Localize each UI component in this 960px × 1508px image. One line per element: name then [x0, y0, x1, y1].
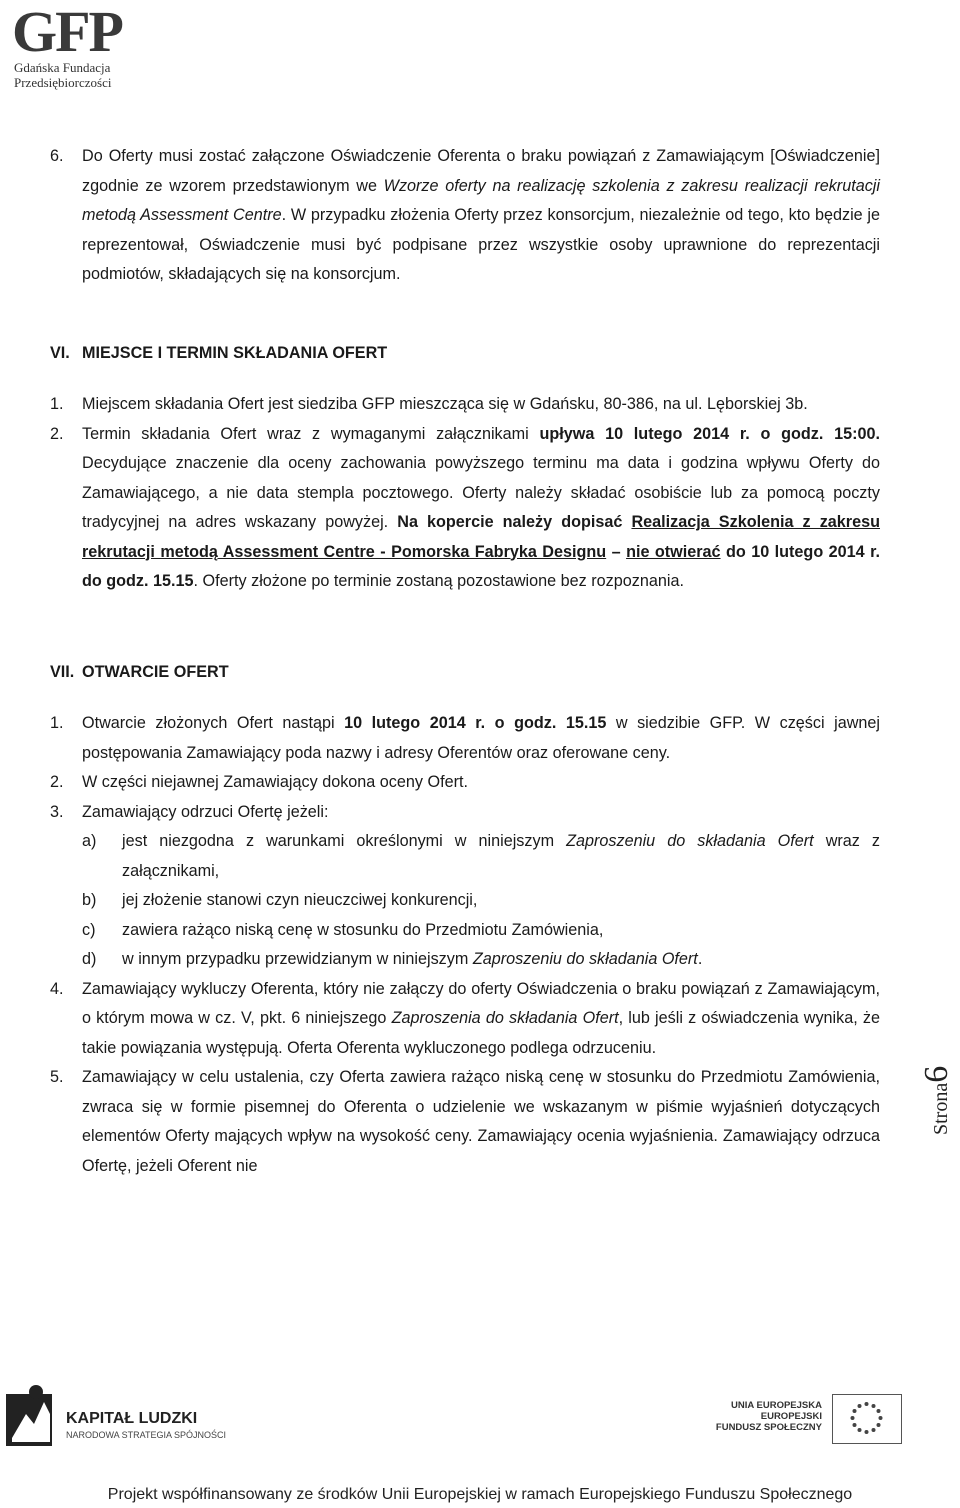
sub-list-text: jej złożenie stanowi czyn nieuczciwej konkurencji, — [122, 891, 478, 909]
list-item — [50, 390, 880, 420]
item6-text-2: . W przypadku złożenia Oferty przez konsorcjum, niezależnie od tego, kto będzie je reprezentował, Oświadczenie musi być podpisane przez wszystkie osoby uprawnione do reprezentacji podmiotów, składających się na konsorcjum. — [82, 206, 881, 283]
page-number: 6 — [918, 1065, 955, 1083]
list-item — [50, 420, 880, 597]
kapital-ludzki-title: KAPITAŁ LUDZKI — [66, 1410, 198, 1427]
list-text: Zamawiający wykluczy Oferenta, który nie załączy do oferty Oświadczenia o braku powiązań z Zamawiającym, o którym mowa w cz. V, pkt. 6 niniejszego — [82, 979, 880, 1027]
kapital-ludzki-logo — [6, 1384, 236, 1454]
sub-list-letter: d) — [82, 950, 97, 968]
gfp-logo-mark: GFP — [12, 0, 122, 64]
section-number: VI. — [50, 343, 70, 362]
sub-list-item — [82, 916, 880, 946]
list-number: 6. — [50, 147, 64, 165]
gfp-logo — [12, 0, 122, 96]
list-number: 2. — [50, 424, 64, 443]
sub-list-text: jest niezgodna z warunkami określonymi w niniejszym — [122, 832, 567, 850]
section-title: MIEJSCE I TERMIN SKŁADANIA OFERT — [82, 343, 388, 362]
item6-text-1: Do Oferty musi zostać załączone Oświadczenie Oferenta o braku powiązań z Zamawiającym [Oświadczenie] zgodnie ze wzorem przedstawionym we — [82, 147, 880, 195]
list-item — [50, 798, 880, 828]
sub-list-text: wraz z załącznikami, — [122, 832, 880, 880]
list-number: 3. — [50, 802, 64, 821]
sub-list-em: Zaproszeniu do składania Ofert — [472, 950, 698, 968]
list-text: w siedzibie GFP. W części jawnej postępowania Zamawiający poda nazwy i adresy Oferentów oraz oferowane ceny. — [82, 714, 880, 762]
document-body — [50, 142, 880, 1181]
list-text: W części niejawnej Zamawiający dokona oceny Ofert. — [82, 773, 468, 791]
list-text: Decydujące znaczenie dla oceny zachowania powyższego terminu ma data i godzina wpływu Oferty do Zamawiającego, a nie data stempla pocztowego. Oferty należy składać osobiście lub za pomocą poczty tradycyjnej na adres wskazany powyżej. — [82, 454, 880, 531]
sub-list-item — [82, 886, 880, 916]
sub-list-letter: a) — [82, 832, 97, 850]
envelope-do-not-open: nie otwierać — [626, 542, 721, 561]
list-text: , lub jeśli z oświadczenia wynika, że takie powiązania występują. Oferta Oferenta wykluczonego podlega odrzuceniu. — [82, 1009, 880, 1057]
kapital-ludzki-subtitle: NARODOWA STRATEGIA SPÓJNOŚCI — [66, 1430, 227, 1440]
list-text: Termin składania Ofert wraz z wymaganymi załącznikami — [82, 424, 540, 443]
footer-logos — [0, 1380, 960, 1460]
envelope-instruction: Na kopercie należy dopisać — [397, 513, 632, 531]
section-heading-vii — [50, 658, 880, 688]
sub-list-item — [82, 827, 880, 886]
opening-date: 10 lutego 2014 r. o godz. 15.15 — [344, 714, 607, 732]
rejection-reasons-list — [50, 827, 880, 975]
sub-list-em: Zaproszeniu do składania Ofert — [566, 832, 814, 850]
section-heading-vi — [50, 339, 880, 369]
eu-line: FUNDUSZ SPOŁECZNY — [715, 1422, 822, 1433]
page-number-side — [918, 1035, 960, 1135]
list-item — [50, 768, 880, 798]
list-number: 2. — [50, 773, 64, 791]
page-label: Strona — [930, 1082, 952, 1135]
footer-funding-note: Projekt współfinansowany ze środków Unii Europejskiej w ramach Europejskiego Funduszu Społecznego — [107, 1486, 853, 1503]
sub-list-text: . — [697, 950, 703, 968]
list-item — [50, 975, 880, 1064]
eu-line: EUROPEJSKI — [760, 1411, 822, 1422]
envelope-date: do 10 lutego 2014 r. do godz. 15.15 — [82, 542, 880, 590]
section-number: VII. — [50, 662, 75, 681]
gfp-logo-line1: Gdańska Fundacja — [14, 60, 111, 75]
envelope-dash: – — [606, 542, 627, 561]
eu-text — [712, 1400, 822, 1433]
eu-flag-icon — [832, 1394, 902, 1444]
list-item-6 — [50, 142, 880, 290]
list-item — [50, 709, 880, 768]
eu-line: UNIA EUROPEJSKA — [731, 1400, 822, 1411]
gfp-logo-line2: Przedsiębiorczości — [14, 75, 112, 90]
section-title: OTWARCIE OFERT — [82, 662, 229, 681]
list-text: . Oferty złożone po terminie zostaną pozostawione bez rozpoznania. — [193, 572, 684, 590]
list-text: Zamawiający odrzuci Ofertę jeżeli: — [82, 802, 329, 821]
list-number: 4. — [50, 979, 64, 998]
sub-list-text: zawiera rażąco niską cenę w stosunku do Przedmiotu Zamówienia, — [122, 920, 604, 939]
sub-list-letter: b) — [82, 891, 97, 909]
item6-text-em: Wzorze oferty na realizację szkolenia z zakresu realizacji rekrutacji metodą Assessment Centre — [82, 176, 880, 224]
deadline-text: upływa 10 lutego 2014 r. o godz. 15:00. — [539, 424, 880, 443]
list-text: Otwarcie złożonych Ofert nastąpi — [82, 714, 345, 732]
list-number: 5. — [50, 1068, 64, 1086]
sub-list-letter: c) — [82, 920, 96, 939]
envelope-title: Realizacja Szkolenia z zakresu rekrutacji metodą Assessment Centre - Pomorska Fabryka Designu — [82, 513, 880, 561]
list-number: 1. — [50, 395, 64, 413]
kapital-ludzki-icon — [6, 1384, 58, 1446]
list-text-em: Zaproszenia do składania Ofert — [391, 1009, 619, 1027]
sub-list-text: w innym przypadku przewidzianym w niniejszym — [122, 950, 473, 968]
list-text: Miejscem składania Ofert jest siedziba GFP mieszcząca się w Gdańsku, 80-386, na ul. Lęborskiej 3b. — [82, 395, 808, 413]
list-item — [50, 1063, 880, 1181]
sub-list-item — [82, 945, 880, 975]
list-text: Zamawiający w celu ustalenia, czy Oferta zawiera rażąco niską cenę w stosunku do Przedmiotu Zamówienia, zwraca się w formie pisemnej do Oferenta o udzielenie we wskazanym w piśmie wyjaśnień dotyczących elementów Oferty mających wpływ na wysokość ceny. Zamawiający ocenia wyjaśnienia. Zamawiający odrzuca Ofertę, jeżeli Oferent nie — [82, 1068, 880, 1175]
list-number: 1. — [50, 714, 64, 732]
